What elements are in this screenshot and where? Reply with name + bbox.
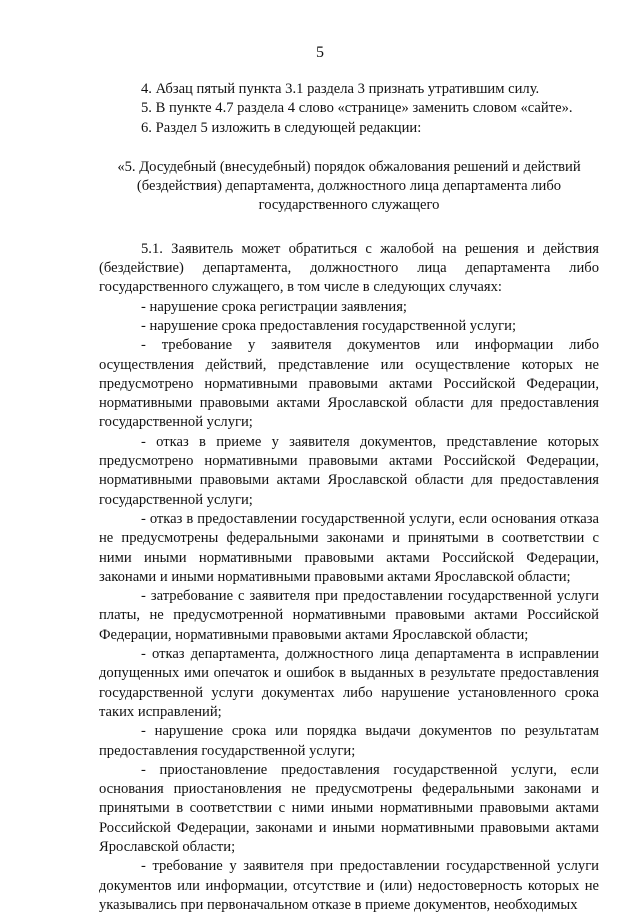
section-heading bbox=[99, 158, 599, 216]
list-item: - нарушение срока или порядка выдачи документов по результатам предоставления государственной услуги; bbox=[99, 723, 599, 759]
document-body bbox=[99, 80, 599, 915]
clause-5-1: 5.1. Заявитель может обратиться с жалобой на решения и действия (бездействие) департамента, должностного лица департамента либо государственного служащего, в том числе в следующих случаях: bbox=[99, 240, 599, 296]
list-item: - требование у заявителя документов или информации либо осуществления действий, представление или осуществление которых не предусмотрено нормативными правовыми актами Российской Федерации, нормативными правовыми актами Ярославской области для предоставления государственной услуги; bbox=[99, 337, 599, 431]
section-heading-line: «5. Досудебный (внесудебный) порядок обжалования решений и действий bbox=[117, 158, 581, 175]
amendment-6: 6. Раздел 5 изложить в следующей редакции: bbox=[141, 119, 422, 136]
list-item: - отказ департамента, должностного лица департамента в исправлении допущенных ими опечаток и ошибок в выданных в результате предоставления государственной услуги документах либо нарушение установленного срока таких исправлений; bbox=[99, 646, 599, 720]
list-item: - требование у заявителя при предоставлении государственной услуги документов или информации, отсутствие и (или) недостоверность которых не указывались при первоначальном отказе в приеме документов, необходимых bbox=[99, 858, 599, 913]
list-item: - приостановление предоставления государственной услуги, если основания приостановления не предусмотрены федеральными законами и принятыми в соответствии с ними иными нормативными правовыми актами Российской Федерации, законами и иными нормативными правовыми актами Ярославской области; bbox=[99, 761, 599, 855]
list-item: - нарушение срока предоставления государственной услуги; bbox=[141, 317, 517, 334]
section-heading-line: государственного служащего bbox=[258, 197, 440, 214]
list-item: - отказ в предоставлении государственной услуги, если основания отказа не предусмотрены федеральными законами и принятыми в соответствии с ними иными нормативными правовыми актами Российской Федерации, законами и иными нормативными правовыми актами Ярославской области; bbox=[99, 510, 599, 585]
page-number: 5 bbox=[316, 44, 324, 61]
amendment-5: 5. В пункте 4.7 раздела 4 слово «странице» заменить словом «сайте». bbox=[141, 100, 573, 117]
list-item: - нарушение срока регистрации заявления; bbox=[141, 298, 407, 315]
amendment-4: 4. Абзац пятый пункта 3.1 раздела 3 признать утратившим силу. bbox=[141, 81, 540, 97]
section-heading-line: (бездействия) департамента, должностного лица департамента либо bbox=[136, 178, 562, 195]
list-item: - затребование с заявителя при предоставлении государственной услуги платы, не предусмотренной нормативными правовыми актами Российской Федерации, нормативными правовыми актами Ярославской области; bbox=[99, 588, 599, 643]
list-item: - отказ в приеме у заявителя документов, представление которых предусмотрено нормативными правовыми актами Российской Федерации, нормативными правовыми актами Ярославской области для предоставления государственной услуги; bbox=[99, 433, 599, 508]
